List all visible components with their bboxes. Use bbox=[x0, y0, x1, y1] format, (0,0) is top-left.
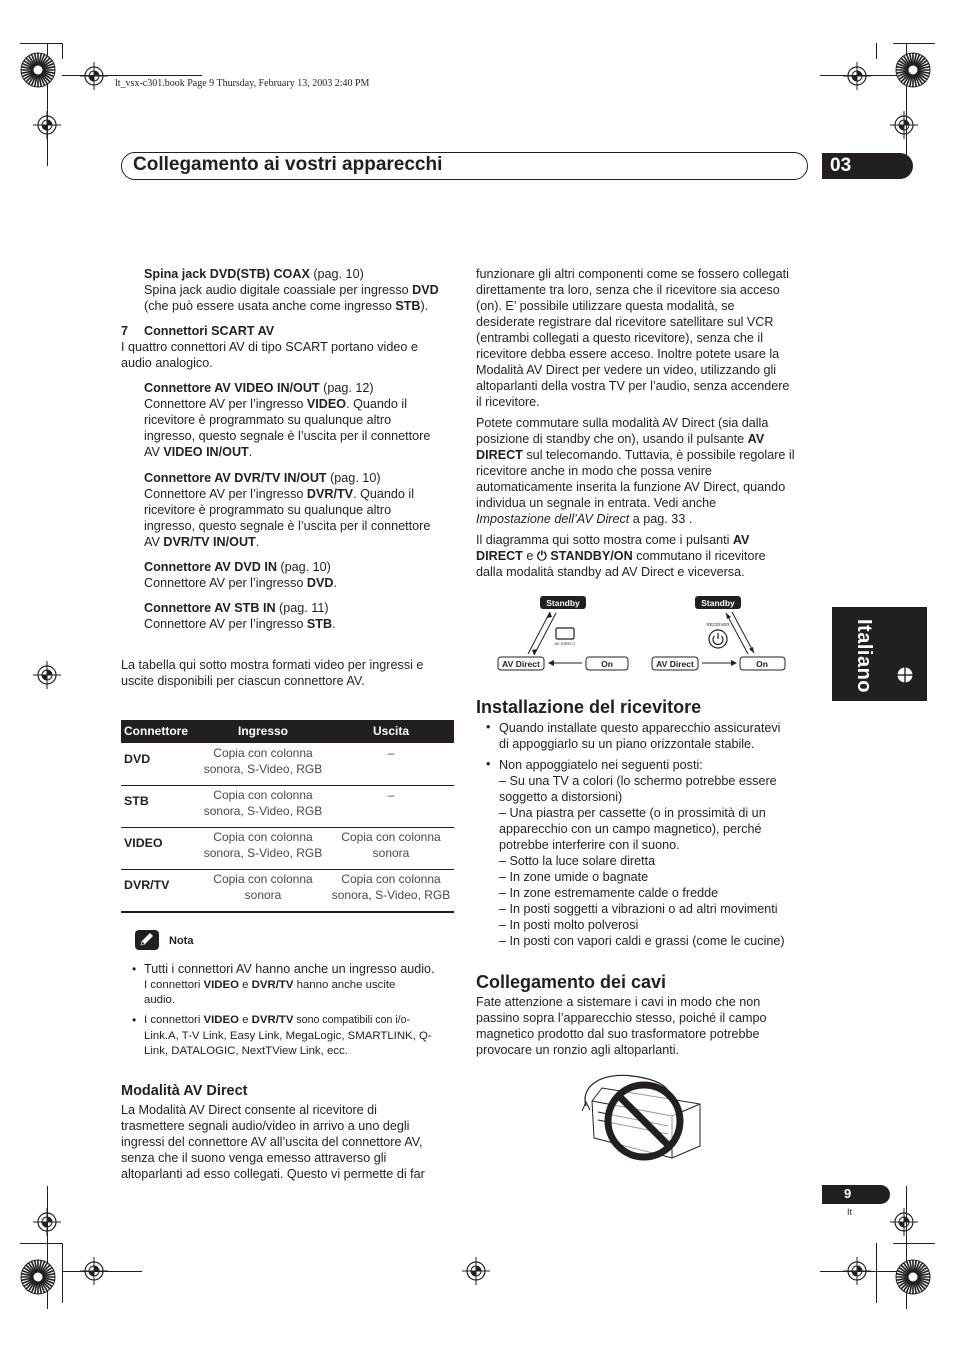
text: commutano il ricevitore bbox=[632, 549, 766, 563]
text: magnetico prodotto dal suo trasformatore potrebbe bbox=[476, 1027, 760, 1041]
text: e bbox=[238, 978, 252, 991]
header-cell-connettore: Connettore bbox=[124, 724, 188, 738]
text: ingressi del connettore AV all’uscita del connettore AV, bbox=[121, 1135, 423, 1149]
row-input bbox=[193, 787, 333, 819]
page-ref: (pag. 12) bbox=[319, 381, 374, 395]
avdirect-label-left: AV Direct bbox=[502, 659, 540, 669]
text: (entrambi collegati a questo ricevitore), senza che il bbox=[476, 331, 763, 345]
stb-connector-section bbox=[144, 600, 336, 632]
standby-label-left: Standby bbox=[546, 598, 580, 608]
table-row bbox=[121, 743, 454, 786]
text: sonora bbox=[244, 888, 282, 902]
text: passino sopra l’apparecchio stesso, poiché il campo bbox=[476, 1011, 767, 1025]
text: Il diagramma qui sotto mostra come i pulsanti bbox=[476, 533, 733, 547]
text: sonora bbox=[372, 846, 410, 860]
text-bold: AV bbox=[732, 533, 750, 547]
dvd-connector-section bbox=[144, 559, 337, 591]
text: soggetto a distorsioni) bbox=[499, 790, 623, 804]
text: – Una piastra per cassette (o in prossimità di un bbox=[499, 806, 766, 820]
text: altoparlanti della vostra TV per l’audio, senza accendere bbox=[476, 379, 790, 393]
text: sonora, S-Video, RGB bbox=[203, 846, 323, 860]
table-row bbox=[121, 785, 454, 828]
text: Connettore AV per l’ingresso bbox=[144, 397, 307, 411]
row-connector: DVR/TV bbox=[124, 878, 170, 892]
text: – bbox=[387, 788, 395, 802]
chapter-badge bbox=[822, 153, 913, 179]
item-7-title: Connettori SCART AV bbox=[144, 324, 275, 338]
text: sul telecomando. Tuttavia, è possibile regolare il bbox=[522, 448, 795, 462]
text: Copia con colonna bbox=[213, 830, 313, 844]
text: funzionare gli altri componenti come se fossero collegati bbox=[476, 267, 789, 281]
av-direct-paragraph-3 bbox=[476, 532, 766, 580]
text: . bbox=[248, 445, 253, 459]
spina-jack-section bbox=[144, 266, 439, 314]
text-bold: VIDEO bbox=[203, 1014, 239, 1026]
collegamento-cavi-heading: Collegamento dei cavi bbox=[476, 972, 667, 992]
text: il ricevitore. bbox=[476, 395, 540, 409]
text: (on). E’ possibile utilizzare questa modalità, se bbox=[476, 299, 735, 313]
text: Fate attenzione a sistemare i cavi in modo che non bbox=[476, 995, 761, 1009]
chapter-number: 03 bbox=[830, 155, 852, 176]
text: I connettori bbox=[144, 978, 204, 991]
table-header bbox=[121, 720, 454, 743]
text: – In posti soggetti a vibrazioni o ad altri movimenti bbox=[499, 902, 778, 916]
text: Link, DATALOGIC, NextTView Link, ecc. bbox=[144, 1045, 348, 1057]
text: Tutti i connettori AV hanno anche un ingresso audio. bbox=[144, 962, 435, 976]
text: sonora, S-Video, RGB bbox=[203, 762, 323, 776]
text-bold: DVR/TV bbox=[306, 487, 354, 501]
install-bullet-1 bbox=[499, 720, 780, 752]
text-bold: DIRECT bbox=[476, 448, 523, 462]
text: Connettore AV per l’ingresso bbox=[144, 576, 307, 590]
text: audio. bbox=[144, 994, 176, 1006]
text: automaticamente inserita la funzione AV Direct, quando bbox=[476, 480, 786, 494]
text: sono compatibili con i/o- bbox=[293, 1014, 411, 1026]
text: provocare un ronzio agli altoparlanti. bbox=[476, 1043, 680, 1057]
text: altoparlanti ad esso collegati. Questo vi permette di far bbox=[121, 1167, 425, 1181]
language-code: It bbox=[847, 1207, 853, 1217]
av-direct-paragraph-2 bbox=[476, 415, 795, 527]
text-bold: DVD bbox=[412, 283, 439, 297]
bullet-marker: • bbox=[132, 962, 137, 976]
text: trasmettere segnali audio/video in arrivo a uno degli bbox=[121, 1119, 410, 1133]
text: individua un segnale in entrata. Vedi anche bbox=[476, 496, 717, 510]
text: La tabella qui sotto mostra formati video per ingressi e bbox=[121, 658, 424, 672]
text-bold: ⏻ STANDBY/ON bbox=[536, 549, 633, 563]
row-output bbox=[321, 829, 461, 861]
text: (che può essere usata anche come ingresso bbox=[144, 299, 396, 313]
text-bold: DVR/TV bbox=[251, 1014, 294, 1026]
text: – Sotto la luce solare diretta bbox=[499, 854, 656, 868]
bullet-marker: • bbox=[486, 757, 491, 771]
on-label-right: On bbox=[756, 659, 768, 669]
modalita-av-direct-body bbox=[121, 1102, 425, 1182]
text: . bbox=[333, 576, 337, 590]
text: . Quando il bbox=[346, 397, 408, 411]
item-7-body bbox=[121, 339, 418, 371]
page-title: Collegamento ai vostri apparecchi bbox=[133, 154, 443, 175]
table-row bbox=[121, 827, 454, 870]
text: direttamente tra loro, senza che il ricevitore sia acceso bbox=[476, 283, 780, 297]
text: Potete commutare sulla modalità AV Direct (sia dalla bbox=[476, 416, 769, 430]
text: Link.A, T-V Link, Easy Link, MegaLogic, SMARTLINK, Q- bbox=[144, 1029, 432, 1042]
text: ricevitore è programmato su qualunque altro bbox=[144, 503, 392, 517]
text: – In posti molto polverosi bbox=[499, 918, 639, 932]
text: ricevitore debba essere acceso. Inoltre potete usare la bbox=[476, 347, 780, 361]
text-bold: DVD bbox=[306, 576, 334, 590]
text: . Quando il bbox=[353, 487, 414, 501]
text: dalla modalità standby ad AV Direct e viceversa. bbox=[476, 565, 745, 579]
install-bullet-2 bbox=[499, 757, 785, 949]
text-bold: VIDEO bbox=[306, 397, 347, 411]
dvr-connector-section bbox=[144, 470, 430, 550]
row-output bbox=[321, 745, 461, 761]
stb-connector-title: Connettore AV STB IN bbox=[144, 601, 276, 615]
note-bullet-2 bbox=[144, 1013, 432, 1060]
row-input bbox=[193, 871, 333, 903]
text: a pag. 33 . bbox=[629, 512, 693, 526]
text-bold: DIRECT bbox=[476, 549, 523, 563]
diagram-left bbox=[498, 596, 628, 670]
video-connector-section bbox=[144, 380, 430, 460]
text-bold: VIDEO IN/OUT bbox=[163, 445, 249, 459]
pencil-icon bbox=[135, 930, 159, 950]
text: potrebbe interferire con il suono. bbox=[499, 838, 680, 852]
note-pencil-icon bbox=[135, 930, 159, 950]
text: AV bbox=[144, 535, 164, 549]
text-bold: VIDEO bbox=[203, 978, 239, 991]
text: audio analogico. bbox=[121, 356, 213, 370]
book-info: lt_vsx-c301.book Page 9 Thursday, February 13, 2003 2:40 PM bbox=[115, 78, 370, 89]
text-bold: AV bbox=[747, 432, 765, 446]
text: – In posti con vapori caldi e grassi (come le cucine) bbox=[499, 934, 785, 948]
diagram-right bbox=[652, 596, 785, 670]
header-cell-ingresso: Ingresso bbox=[238, 724, 289, 738]
dvd-connector-title: Connettore AV DVD IN bbox=[144, 560, 277, 574]
row-output bbox=[321, 871, 461, 903]
registration-icon bbox=[896, 666, 914, 684]
text: I quattro connettori AV di tipo SCART portano video e bbox=[121, 340, 418, 354]
text-bold: DVR/TV bbox=[251, 978, 294, 991]
spina-jack-title: Spina jack DVD(STB) COAX bbox=[144, 267, 310, 281]
video-connector-title: Connettore AV VIDEO IN/OUT bbox=[144, 381, 320, 395]
item-7-number: 7 bbox=[121, 324, 129, 338]
text: hanno anche uscite bbox=[293, 978, 396, 991]
text: ingresso, questo segnale è l’uscita per il connettore bbox=[144, 429, 431, 443]
modalita-av-direct-heading: Modalità AV Direct bbox=[121, 1083, 248, 1099]
text: Non appoggiatelo nei seguenti posti: bbox=[499, 758, 703, 772]
header-cell-uscita: Uscita bbox=[373, 724, 410, 738]
text: Spina jack audio digitale coassiale per ingresso bbox=[144, 283, 413, 297]
av-direct-diagram bbox=[490, 592, 790, 676]
standby-label-right: Standby bbox=[701, 598, 735, 608]
row-connector: DVD bbox=[124, 752, 151, 766]
cable-warning-illustration bbox=[572, 1066, 712, 1166]
text: – Su una TV a colori (lo schermo potrebbe essere bbox=[499, 774, 777, 788]
text: Copia con colonna bbox=[213, 746, 313, 760]
text-bold: DVR/TV IN/OUT bbox=[163, 535, 256, 549]
text-bold: STB bbox=[395, 299, 421, 313]
text: – In zone umide o bagnate bbox=[499, 870, 649, 884]
page-number-badge bbox=[822, 1185, 890, 1204]
note-bullet-1 bbox=[144, 962, 435, 1009]
text: La Modalità AV Direct consente al ricevitore di bbox=[121, 1103, 377, 1117]
text: apparecchio con un campo magnetico), perché bbox=[499, 822, 762, 836]
avdirect-label-right: AV Direct bbox=[656, 659, 694, 669]
page-number: 9 bbox=[844, 1186, 852, 1201]
table-row bbox=[121, 869, 454, 913]
text-italic: Impostazione dell’AV Direct bbox=[476, 512, 630, 526]
installazione-heading: Installazione del ricevitore bbox=[476, 697, 702, 717]
page-ref: (pag. 11) bbox=[275, 601, 329, 615]
text: ). bbox=[420, 299, 429, 313]
text: ricevitore anche in modo che possa venire bbox=[476, 464, 712, 478]
av-direct-paragraph-1 bbox=[476, 266, 789, 410]
text: ingresso, questo segnale è l’uscita per il connettore bbox=[144, 519, 431, 533]
row-connector: STB bbox=[124, 794, 149, 808]
collegamento-cavi-body bbox=[476, 994, 767, 1058]
text: posizione di standby che on), usando il pulsante bbox=[476, 432, 748, 446]
table-intro bbox=[121, 657, 423, 689]
text: e bbox=[238, 1014, 252, 1026]
page-ref: (pag. 10) bbox=[276, 560, 331, 574]
text: Copia con colonna bbox=[213, 788, 313, 802]
text: e bbox=[522, 549, 537, 563]
language-tab-label: Italiano bbox=[853, 619, 875, 694]
receiver-button-label: RECEIVER bbox=[706, 622, 730, 627]
row-input bbox=[193, 829, 333, 861]
text: . bbox=[332, 617, 336, 631]
bullet-marker: • bbox=[486, 720, 491, 734]
text-bold: STB bbox=[306, 617, 333, 631]
row-input bbox=[193, 745, 333, 777]
text: . bbox=[255, 535, 260, 549]
text: Copia con colonna bbox=[341, 872, 441, 886]
text: ricevitore è programmato su qualunque altro bbox=[144, 413, 392, 427]
bullet-marker: • bbox=[132, 1013, 137, 1027]
text: sonora, S-Video, RGB bbox=[203, 804, 323, 818]
row-connector: VIDEO bbox=[124, 836, 163, 850]
text: di appoggiarlo su un piano orizzontale stabile. bbox=[499, 737, 755, 751]
text: Modalità AV Direct per vedere un video, utilizzando gli bbox=[476, 363, 777, 377]
text: Copia con colonna bbox=[213, 872, 313, 886]
text: Connettore AV per l’ingresso bbox=[144, 617, 307, 631]
row-output bbox=[321, 787, 461, 803]
text: Connettore AV per l’ingresso bbox=[144, 487, 307, 501]
page-ref: (pag. 10) bbox=[326, 471, 381, 485]
text: – bbox=[387, 746, 395, 760]
language-tab bbox=[832, 607, 927, 701]
text: Quando installate questo apparecchio assicuratevi bbox=[499, 721, 781, 735]
on-label-left: On bbox=[601, 659, 613, 669]
text: sonora, S-Video, RGB bbox=[331, 888, 451, 902]
text: Copia con colonna bbox=[341, 830, 441, 844]
text: senza che il suono venga emesso attraverso gli bbox=[121, 1151, 387, 1165]
av-direct-button-icon bbox=[556, 628, 574, 639]
text: uscite disponibili per ciascun connettore AV. bbox=[121, 674, 365, 688]
dvr-connector-title: Connettore AV DVR/TV IN/OUT bbox=[144, 471, 327, 485]
text: desiderate registrare dal ricevitore satellitare sul VCR bbox=[476, 315, 774, 329]
page-ref: (pag. 10) bbox=[309, 267, 364, 281]
note-label: Nota bbox=[169, 935, 194, 947]
text: I connettori bbox=[144, 1014, 204, 1026]
text: AV bbox=[144, 445, 164, 459]
av-direct-button-label: AV DIRECT bbox=[554, 641, 576, 646]
text: – In zone estremamente calde o fredde bbox=[499, 886, 719, 900]
